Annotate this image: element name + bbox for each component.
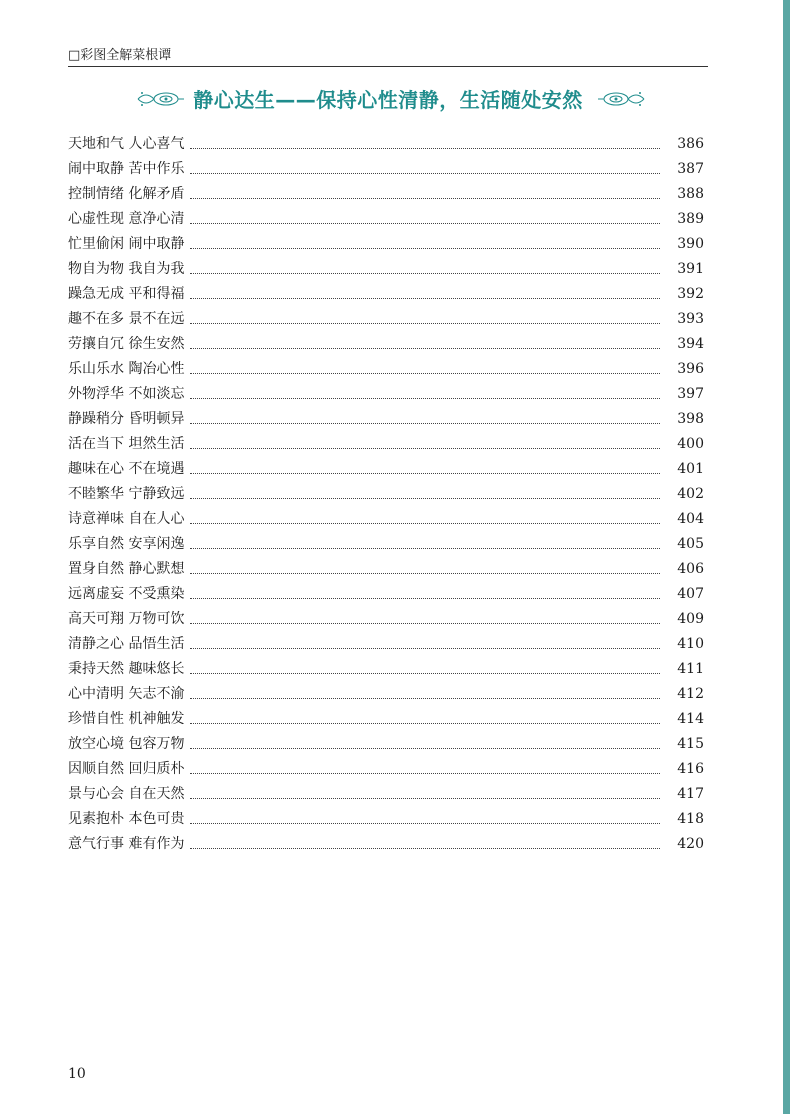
- toc-leader-dots: [190, 847, 660, 849]
- toc-leader-dots: [190, 547, 660, 549]
- toc-leader-dots: [190, 372, 660, 374]
- toc-leader-dots: [190, 222, 660, 224]
- toc-leader-dots: [190, 797, 660, 799]
- toc-entry-title: 乐山乐水 陶冶心性: [68, 361, 185, 377]
- toc-entry[interactable]: [68, 157, 704, 182]
- toc-entry[interactable]: [68, 657, 704, 682]
- toc-leader-dots: [190, 672, 660, 674]
- toc-entry-page: 417: [677, 786, 704, 802]
- toc-entry-title: 忙里偷闲 闹中取静: [68, 236, 185, 252]
- toc-leader-dots: [190, 597, 660, 599]
- book-title: □彩图全解菜根谭: [68, 48, 172, 63]
- toc-leader-dots: [190, 447, 660, 449]
- toc-entry-page: 410: [677, 636, 704, 652]
- toc-leader-dots: [190, 147, 660, 149]
- toc-entry-title: 置身自然 静心默想: [68, 561, 185, 577]
- toc-entry-page: 404: [677, 511, 704, 527]
- toc-leader-dots: [190, 347, 660, 349]
- toc-entry-page: 420: [677, 836, 704, 852]
- toc-entry[interactable]: [68, 707, 704, 732]
- toc-entry-title: 见素抱朴 本色可贵: [68, 811, 185, 827]
- toc-entry-title: 活在当下 坦然生活: [68, 436, 185, 452]
- toc-leader-dots: [190, 297, 660, 299]
- toc-entry-page: 389: [677, 211, 704, 227]
- toc-entry[interactable]: [68, 432, 704, 457]
- toc-entry-title: 乐享自然 安享闲逸: [68, 536, 185, 552]
- toc-entry-page: 390: [677, 236, 704, 252]
- toc-entry[interactable]: [68, 232, 704, 257]
- toc-entry-title: 珍惜自性 机神触发: [68, 711, 185, 727]
- toc-entry-page: 391: [677, 261, 704, 277]
- toc-entry[interactable]: [68, 407, 704, 432]
- toc-entry-title: 趣味在心 不在境遇: [68, 461, 185, 477]
- toc-entry[interactable]: [68, 607, 704, 632]
- toc-entry-page: 416: [677, 761, 704, 777]
- toc-entry[interactable]: [68, 757, 704, 782]
- toc-leader-dots: [190, 522, 660, 524]
- toc-leader-dots: [190, 697, 660, 699]
- toc-leader-dots: [190, 472, 660, 474]
- toc-leader-dots: [190, 572, 660, 574]
- toc-entry-page: 418: [677, 811, 704, 827]
- toc-entry[interactable]: [68, 682, 704, 707]
- toc-entry-title: 物自为物 我自为我: [68, 261, 185, 277]
- toc-entry[interactable]: [68, 257, 704, 282]
- toc-entry-title: 心虚性现 意净心清: [68, 211, 185, 227]
- toc-entry-title: 趣不在多 景不在远: [68, 311, 185, 327]
- toc-entry-page: 393: [677, 311, 704, 327]
- section-title-row: [68, 80, 708, 116]
- toc-entry-title: 躁急无成 平和得福: [68, 286, 185, 302]
- toc-leader-dots: [190, 747, 660, 749]
- toc-leader-dots: [190, 622, 660, 624]
- toc-entry-page: 398: [677, 411, 704, 427]
- toc-entry-page: 407: [677, 586, 704, 602]
- toc-entry[interactable]: [68, 832, 704, 857]
- toc-entry-title: 因顺自然 回归质朴: [68, 761, 185, 777]
- toc-entry[interactable]: [68, 632, 704, 657]
- toc-entry-title: 静躁稍分 昏明顿异: [68, 411, 185, 427]
- toc-entry-page: 400: [677, 436, 704, 452]
- toc-entry[interactable]: [68, 282, 704, 307]
- toc-entry-title: 诗意禅味 自在人心: [68, 511, 185, 527]
- toc-leader-dots: [190, 772, 660, 774]
- toc-entry[interactable]: [68, 482, 704, 507]
- toc-leader-dots: [190, 272, 660, 274]
- toc-entry[interactable]: [68, 357, 704, 382]
- toc-entry-title: 心中清明 矢志不渝: [68, 686, 185, 702]
- page-number: 10: [68, 1066, 86, 1082]
- toc-entry[interactable]: [68, 182, 704, 207]
- toc-entry-title: 放空心境 包容万物: [68, 736, 185, 752]
- toc-entry[interactable]: [68, 207, 704, 232]
- toc-entry-page: 414: [677, 711, 704, 727]
- toc-entry[interactable]: [68, 557, 704, 582]
- toc-entry[interactable]: [68, 332, 704, 357]
- toc-entry-page: 401: [677, 461, 704, 477]
- toc-entry[interactable]: [68, 382, 704, 407]
- toc-entry[interactable]: [68, 507, 704, 532]
- toc-entry-title: 控制情绪 化解矛盾: [68, 186, 185, 202]
- toc-entry-page: 392: [677, 286, 704, 302]
- toc-entry-title: 外物浮华 不如淡忘: [68, 386, 185, 402]
- toc-entry[interactable]: [68, 782, 704, 807]
- toc-entry-title: 天地和气 人心喜气: [68, 136, 185, 152]
- toc-leader-dots: [190, 822, 660, 824]
- toc-leader-dots: [190, 497, 660, 499]
- toc-entry[interactable]: [68, 582, 704, 607]
- page-edge-bar: [783, 0, 790, 1114]
- toc-entry-title: 远离虚妄 不受熏染: [68, 586, 185, 602]
- toc-entry-title: 意气行事 难有作为: [68, 836, 185, 852]
- toc-entry-page: 412: [677, 686, 704, 702]
- toc-entry-page: 402: [677, 486, 704, 502]
- table-of-contents: [68, 132, 704, 857]
- toc-leader-dots: [190, 197, 660, 199]
- toc-leader-dots: [190, 322, 660, 324]
- toc-entry-page: 406: [677, 561, 704, 577]
- toc-entry[interactable]: [68, 307, 704, 332]
- toc-leader-dots: [190, 722, 660, 724]
- right-ornament-icon: [596, 89, 646, 109]
- toc-entry-title: 秉持天然 趣味悠长: [68, 661, 185, 677]
- toc-entry-page: 405: [677, 536, 704, 552]
- section-title: 静心达生——保持心性清静，生活随处安然: [193, 88, 583, 112]
- toc-entry-page: 409: [677, 611, 704, 627]
- toc-leader-dots: [190, 422, 660, 424]
- running-header: [68, 40, 708, 67]
- toc-entry-title: 高天可翔 万物可饮: [68, 611, 185, 627]
- toc-entry[interactable]: [68, 132, 704, 157]
- toc-entry-title: 不睦繁华 宁静致远: [68, 486, 185, 502]
- toc-entry-page: 415: [677, 736, 704, 752]
- toc-entry[interactable]: [68, 732, 704, 757]
- toc-entry-page: 386: [677, 136, 704, 152]
- toc-entry-page: 411: [677, 661, 704, 677]
- toc-leader-dots: [190, 397, 660, 399]
- toc-entry[interactable]: [68, 532, 704, 557]
- toc-entry-title: 景与心会 自在天然: [68, 786, 185, 802]
- toc-entry-page: 387: [677, 161, 704, 177]
- toc-entry-page: 396: [677, 361, 704, 377]
- toc-leader-dots: [190, 172, 660, 174]
- toc-entry-title: 闹中取静 苦中作乐: [68, 161, 185, 177]
- toc-leader-dots: [190, 647, 660, 649]
- toc-entry[interactable]: [68, 457, 704, 482]
- toc-entry-page: 397: [677, 386, 704, 402]
- toc-leader-dots: [190, 247, 660, 249]
- toc-entry-title: 清静之心 品悟生活: [68, 636, 185, 652]
- toc-entry-title: 劳攘自冗 徐生安然: [68, 336, 185, 352]
- toc-entry-page: 388: [677, 186, 704, 202]
- toc-entry-page: 394: [677, 336, 704, 352]
- toc-entry[interactable]: [68, 807, 704, 832]
